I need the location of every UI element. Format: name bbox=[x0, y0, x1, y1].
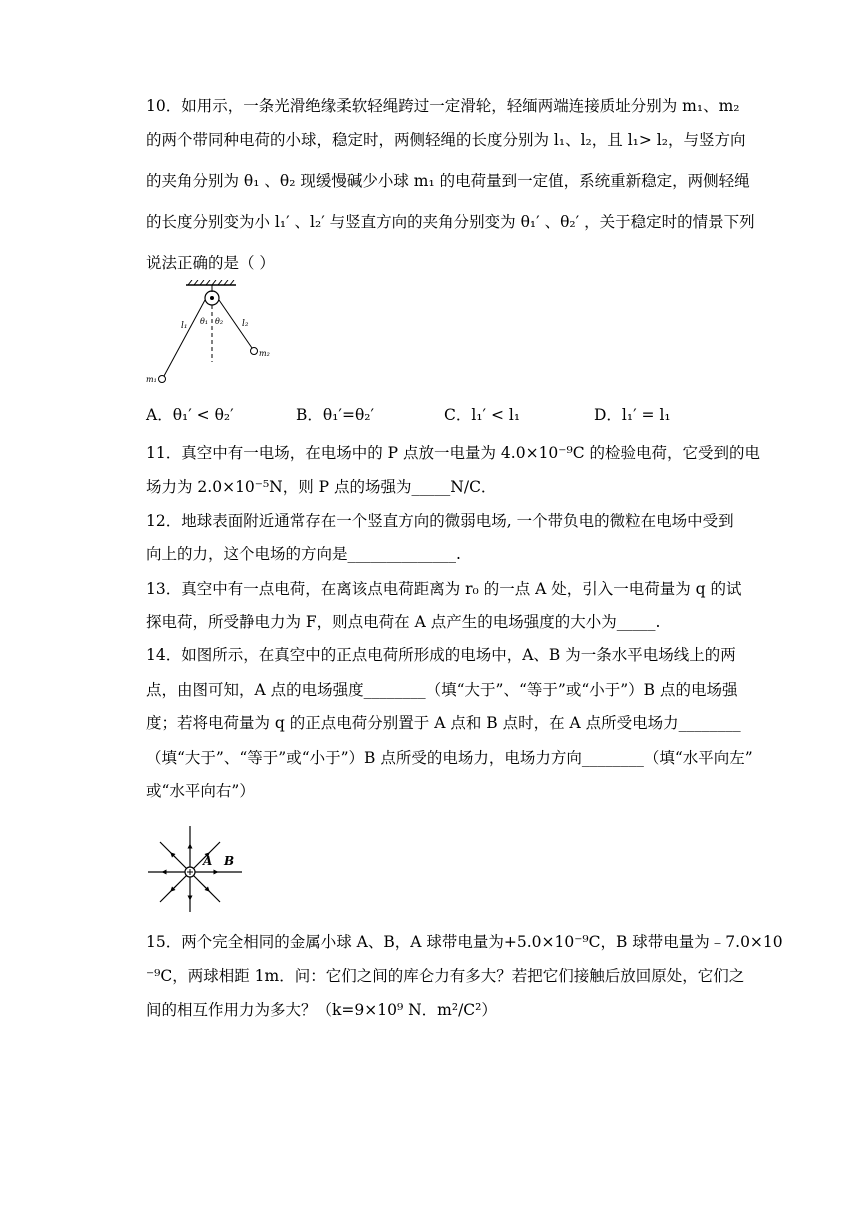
q10-line-5: 说法正确的是（ ） bbox=[146, 254, 275, 272]
q13-line-2: 探电荷，所受静电力为 F，则点电荷在 A 点产生的电场强度的大小为_____. bbox=[146, 613, 661, 631]
pulley-figure bbox=[140, 280, 290, 390]
q10-line-4: 的长度分别变为小 l₁′ 、l₂′ 与竖直方向的夹角分别变为 θ₁′ 、θ₂′ ，关于稳定时的情景下列 bbox=[146, 213, 755, 231]
q10-option-b: B．θ₁′=θ₂′ bbox=[296, 406, 375, 424]
label-theta2: θ₂ bbox=[215, 317, 224, 326]
q11-line-2: 场力为 2.0×10⁻⁵N，则 P 点的场强为_____N/C． bbox=[146, 478, 497, 496]
label-point-a: A bbox=[203, 854, 213, 868]
q12-line-2: 向上的力，这个电场的方向是______________. bbox=[146, 545, 461, 563]
q10-option-c: C．l₁′ < l₁ bbox=[444, 406, 521, 424]
q14-line-4: （填“大于”、“等于”或“小于”）B 点所受的电场力，电场力方向________（填“水平向左” bbox=[146, 749, 753, 767]
label-l1: l₁ bbox=[181, 321, 188, 331]
label-theta1: θ₁ bbox=[200, 317, 209, 326]
q10-line-2: 的两个带同种电荷的小球，稳定时，两侧轻绳的长度分别为 l₁、l₂，且 l₁> l₂，与竖方向 bbox=[146, 131, 746, 149]
q15-line-2: ⁻⁹C，两球相距 1m．问：它们之间的库仑力有多大？若把它们接触后放回原处，它们之 bbox=[146, 967, 745, 985]
q15-line-1: 15．两个完全相同的金属小球 A、B，A 球带电量为+5.0×10⁻⁹C，B 球带电量为﹣7.0×10 bbox=[146, 933, 783, 951]
q10-line-3: 的夹角分别为 θ₁ 、θ₂ 现缓慢碱少小球 m₁ 的电荷量到一定值，系统重新稳定，两侧轻绳 bbox=[146, 172, 750, 190]
q10-option-a: A．θ₁′ < θ₂′ bbox=[146, 406, 234, 424]
q10-line-1: 10．如用示，一条光滑绝缘柔软轻绳跨过一定滑轮，轻缅两端连接质址分别为 m₁、m₂ bbox=[146, 97, 740, 115]
q14-line-3: 度；若将电荷量为 q 的正点电荷分别置于 A 点和 B 点时，在 A 点所受电场力________ bbox=[146, 714, 741, 732]
q12-line-1: 12．地球表面附近通常存在一个竖直方向的微弱电场, 一个带负电的微粒在电场中受到 bbox=[146, 512, 734, 530]
q13-line-1: 13．真空中有一点电荷，在离该点电荷距离为 r₀ 的一点 A 处，引入一电荷量为 q 的试 bbox=[146, 580, 742, 598]
electric-field-figure bbox=[146, 822, 246, 914]
label-m2: m₂ bbox=[259, 349, 270, 358]
q15-line-3: 间的相互作用力为多大？（k=9×10⁹ N．m²/C²） bbox=[146, 1001, 497, 1019]
label-l2: l₂ bbox=[242, 319, 249, 329]
label-m1: m₁ bbox=[146, 375, 157, 384]
label-point-b: B bbox=[224, 854, 235, 868]
q14-line-2: 点，由图可知，A 点的电场强度________（填“大于”、“等于”或“小于”）B 点的电场强 bbox=[146, 681, 738, 699]
q11-line-1: 11．真空中有一电场，在电场中的 P 点放一电量为 4.0×10⁻⁹C 的检验电荷，它受到的电 bbox=[146, 444, 760, 462]
q10-option-d: D．l₁′ = l₁ bbox=[594, 406, 671, 424]
q14-line-5: 或“水平向右”） bbox=[146, 782, 255, 800]
q14-line-1: 14．如图所示，在真空中的正点电荷所形成的电场中，A、B 为一条水平电场线上的两 bbox=[146, 646, 736, 664]
